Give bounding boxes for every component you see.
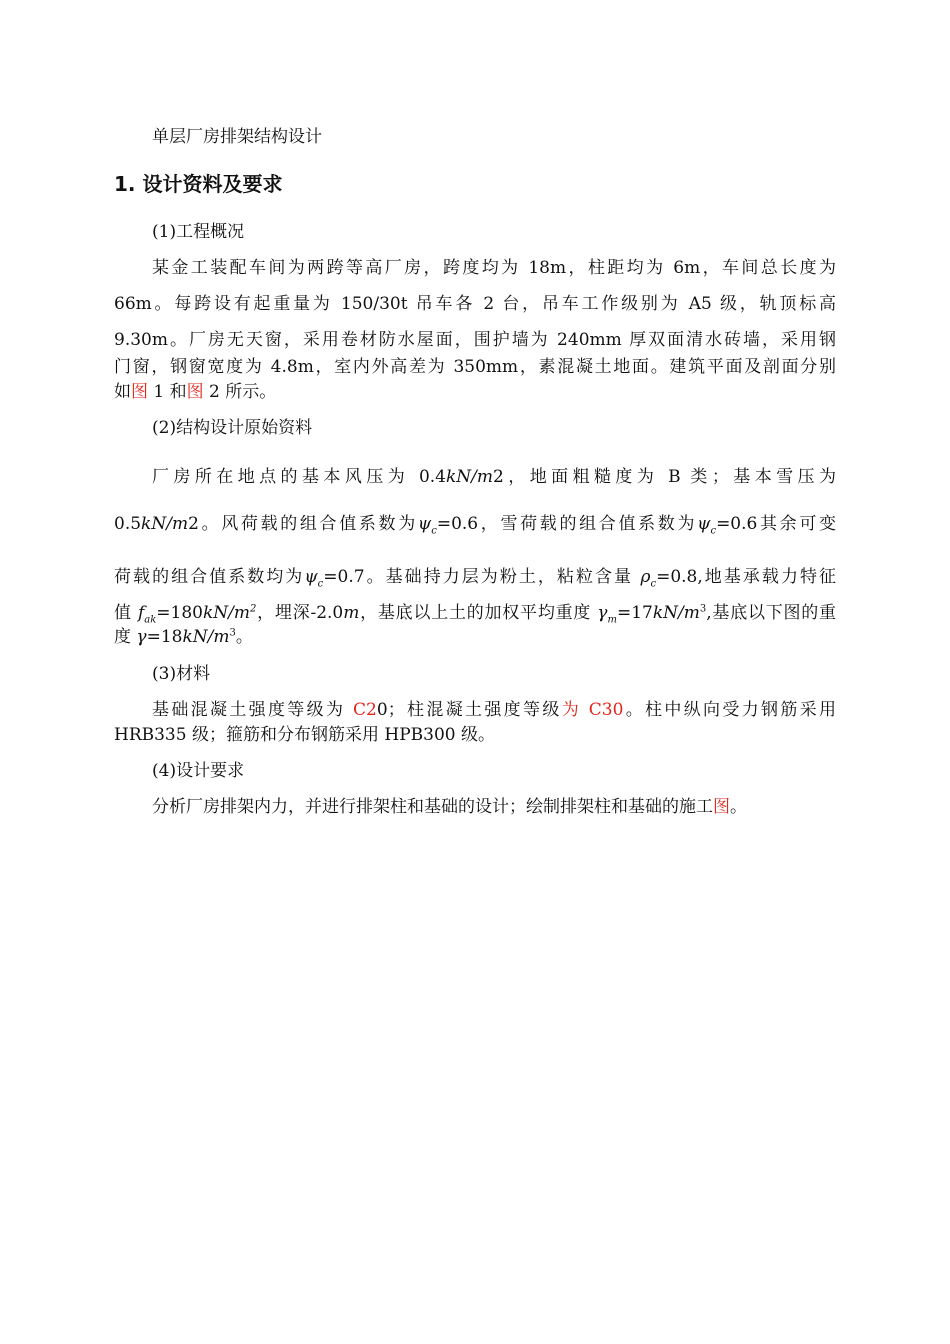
subsection-title-3: (3)材料 — [152, 664, 211, 684]
psi-other-symbol: ψ — [304, 567, 318, 587]
c30-highlight: 为 C30 — [561, 700, 624, 720]
section-heading: 1. 设计资料及要求 — [114, 172, 283, 196]
paragraph-1-line-4: 门窗，钢窗宽度为 4.8m，室内外高差为 350mm，素混凝土地面。建筑平面及剖面分别 — [114, 357, 836, 377]
subsection-title-1: (1)工程概况 — [152, 222, 245, 242]
paragraph-2-line-1: 厂房所在地点的基本风压为 0.4kN/m2，地面粗糙度为 B 类；基本雪压为 — [152, 467, 836, 487]
paragraph-4-line-1: 分析厂房排架内力，并进行排架柱和基础的设计；绘制排架柱和基础的施工图。 — [152, 797, 747, 817]
paragraph-1-line-3: 9.30m。厂房无天窗，采用卷材防水屋面，围护墙为 240mm 厚双面清水砖墙，采用钢 — [114, 330, 836, 350]
paragraph-2-line-4: 值 $f_{ak}=180kN/m^2$，埋深-2.0m，基底以上土的加权平均重度 $\gamma_m=17kN/m^3$,基底以下图的重 — [114, 603, 837, 626]
gamma-m-symbol: γ — [597, 603, 608, 623]
paragraph-2-line-5: 度 $\gamma=18kN/m^3$。 — [114, 627, 253, 647]
figure-1-reference: 图 — [131, 382, 148, 402]
figure-2-reference: 图 — [186, 382, 204, 402]
paragraph-3-line-1: 基础混凝土强度等级为 C20；柱混凝土强度等级为 C30。柱中纵向受力钢筋采用 — [152, 700, 837, 720]
paragraph-1-line-2: 66m。每跨设有起重量为 150/30t 吊车各 2 台，吊车工作级别为 A5 级，轨顶标高 — [114, 294, 836, 314]
paragraph-2-line-3: 荷载的组合值系数均为$\psi_c=0.7$。基础持力层为粉土，粘粒含量 $\rho_c=0.8$,地基承载力特征 — [114, 567, 837, 590]
fak-symbol: f — [137, 603, 145, 623]
drawing-reference: 图 — [713, 797, 730, 817]
psi-snow-value: =0.6 — [716, 514, 758, 534]
paragraph-1-line-5: 如图 1 和图 2 所示。 — [114, 382, 277, 402]
paragraph-2-line-2: 0.5kN/m2。风荷载的组合值系数为$\psi_c=0.6$，雪荷载的组合值系数为$\psi_c=0.6$其余可变 — [114, 514, 837, 537]
gamma-symbol: γ — [136, 627, 147, 647]
subsection-title-4: (4)设计要求 — [152, 761, 245, 781]
rho-symbol: ρ — [640, 567, 651, 587]
psi-wind-symbol: ψ — [417, 514, 432, 534]
paragraph-1-line-1: 某金工装配车间为两跨等高厂房，跨度均为 18m，柱距均为 6m，车间总长度为 — [152, 258, 836, 278]
c20-highlight: C2 — [353, 700, 377, 720]
subsection-title-2: (2)结构设计原始资料 — [152, 418, 313, 438]
psi-other-value: =0.7 — [323, 567, 365, 587]
paragraph-3-line-2: HRB335 级；箍筋和分布钢筋采用 HPB300 级。 — [114, 725, 495, 745]
psi-snow-symbol: ψ — [697, 514, 711, 534]
document-title: 单层厂房排架结构设计 — [152, 127, 322, 147]
psi-wind-value: =0.6 — [436, 514, 479, 534]
